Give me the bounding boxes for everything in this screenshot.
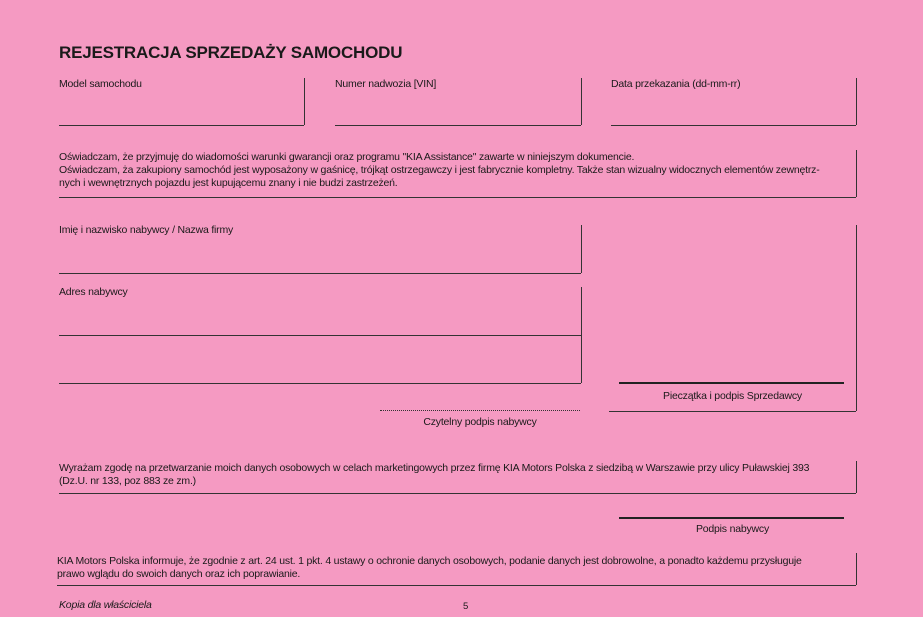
info-text [57, 555, 849, 581]
declaration-line-3: nych i wewnętrznych pojazdu jest kupującemu znany i nie budzi zastrzeżeń. [59, 177, 398, 189]
info-line-2: prawo wglądu do swoich danych oraz ich poprawianie. [57, 568, 301, 580]
buyer-address-field-border [581, 287, 582, 383]
declaration-line-2: Oświadczam, ża zakupiony samochód jest wyposażony w gaśnicę, trójkąt ostrzegawczy i jest fabrycznie kompletny. Także stan wizualny widocznych elementów zewnętrz- [59, 164, 820, 176]
declaration-bottom-line [59, 197, 856, 198]
seller-stamp-line[interactable] [619, 382, 844, 384]
model-field-line[interactable] [59, 125, 304, 126]
vin-label: Numer nadwozia [VIN] [335, 78, 437, 90]
date-label: Data przekazania (dd-mm-rr) [611, 78, 741, 90]
buyer-address-field-line-1[interactable] [59, 335, 581, 336]
vin-field-line[interactable] [335, 125, 581, 126]
buyer-name-field-line[interactable] [59, 273, 581, 274]
buyer-address-label: Adres nabywcy [59, 286, 128, 298]
model-field-border [304, 78, 305, 125]
info-line-1: KIA Motors Polska informuje, że zgodnie z art. 24 ust. 1 pkt. 4 ustawy o ochronie danych osobowych, podanie danych jest dobrowolne, a ponadto każdemu przysługuje [57, 555, 802, 567]
buyer-signature-label: Podpis nabywcy [695, 523, 770, 535]
buyer-readable-signature-label: Czytelny podpis nabywcy [423, 416, 537, 428]
seller-stamp-bottom-line [609, 411, 856, 412]
seller-stamp-label: Pieczątka i podpis Sprzedawcy [663, 390, 802, 402]
buyer-signature-line[interactable] [619, 517, 844, 519]
buyer-name-field-border [581, 225, 582, 273]
declaration-right-border [856, 150, 857, 197]
declaration-text [59, 151, 849, 190]
consent-text [59, 462, 849, 488]
buyer-address-field-line-2[interactable] [59, 383, 581, 384]
info-bottom-line [57, 585, 856, 586]
buyer-name-label: Imię i nazwisko nabywcy / Nazwa firmy [59, 224, 234, 236]
buyer-readable-signature-line[interactable] [380, 410, 580, 411]
date-field-border [856, 78, 857, 125]
page-number: 5 [463, 601, 469, 612]
info-right-border [856, 553, 857, 585]
copy-label: Kopia dla właściciela [59, 599, 152, 611]
consent-right-border [856, 461, 857, 493]
consent-bottom-line [59, 493, 856, 494]
consent-line-2: (Dz.U. nr 133, poz 883 ze zm.) [59, 475, 196, 487]
date-field-line[interactable] [611, 125, 856, 126]
seller-stamp-border [856, 225, 857, 411]
consent-line-1: Wyrażam zgodę na przetwarzanie moich danych osobowych w celach marketingowych przez firmę KIA Motors Polska z siedzibą w Warszawie przy ulicy Puławskiej 393 [59, 462, 810, 474]
declaration-line-1: Oświadczam, że przyjmuję do wiadomości warunki gwarancji oraz programu "KIA Assistance" zawarte w niniejszym dokumencie. [59, 151, 635, 163]
page-title: REJESTRACJA SPRZEDAŻY SAMOCHODU [59, 43, 403, 62]
model-label: Model samochodu [59, 78, 142, 90]
vin-field-border [581, 78, 582, 125]
